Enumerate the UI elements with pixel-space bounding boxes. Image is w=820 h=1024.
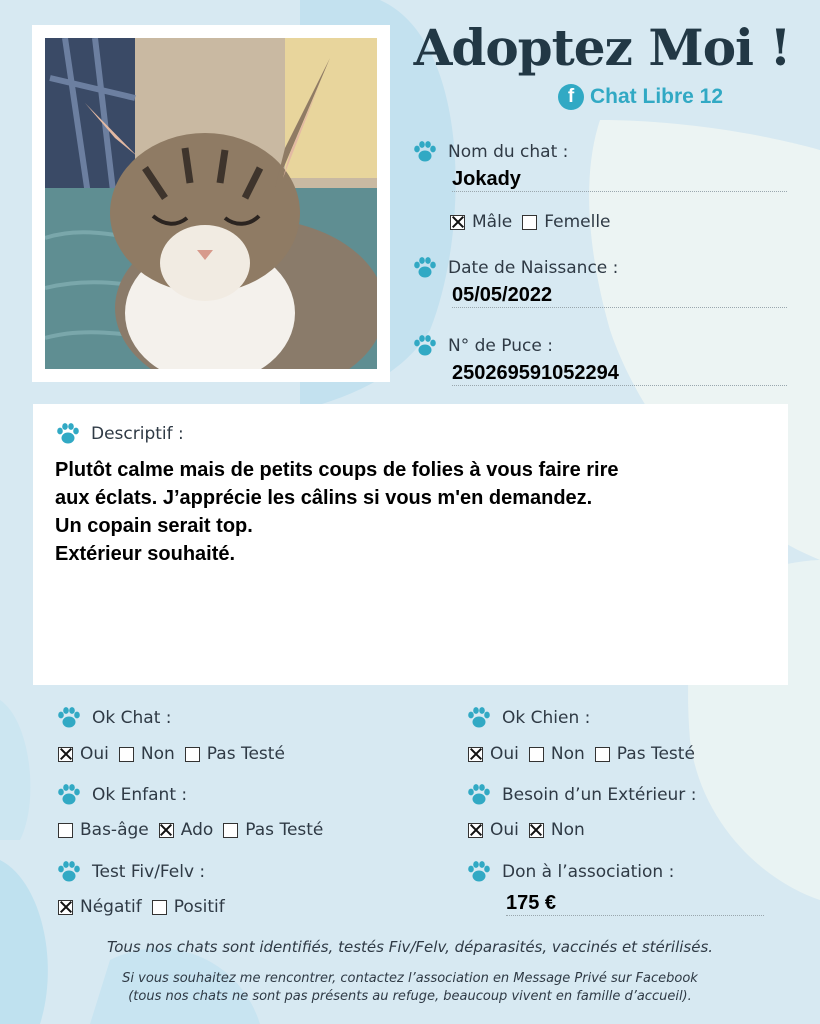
exterieur-oui[interactable] bbox=[468, 820, 519, 840]
option-label: Oui bbox=[490, 744, 519, 764]
checkbox[interactable] bbox=[529, 823, 544, 838]
paw-icon bbox=[412, 140, 438, 164]
description-label: Descriptif : bbox=[91, 424, 184, 444]
paw-icon bbox=[56, 860, 82, 884]
brand-name: Chat Libre 12 bbox=[590, 85, 724, 108]
birth-label-row bbox=[412, 256, 618, 280]
ok-chien-label: Ok Chien : bbox=[502, 708, 591, 728]
exterieur-options bbox=[468, 820, 595, 840]
fiv-positif[interactable] bbox=[152, 897, 225, 917]
fiv-label: Test Fiv/Felv : bbox=[92, 862, 206, 882]
option-label: Pas Testé bbox=[245, 820, 324, 840]
ok-chat-non[interactable] bbox=[119, 744, 175, 764]
ok-chat-oui[interactable] bbox=[58, 744, 109, 764]
cat-name: Jokady bbox=[452, 168, 787, 192]
checkbox-male[interactable] bbox=[450, 215, 465, 230]
don-label-row bbox=[466, 860, 674, 884]
option-female-label: Femelle bbox=[544, 212, 611, 232]
checkbox[interactable] bbox=[152, 900, 167, 915]
option-label: Oui bbox=[80, 744, 109, 764]
checkbox[interactable] bbox=[468, 747, 483, 762]
ok-enfant-label: Ok Enfant : bbox=[92, 785, 188, 805]
chip-number: 250269591052294 bbox=[452, 362, 787, 386]
facebook-icon: f bbox=[558, 84, 584, 110]
name-label: Nom du chat : bbox=[448, 142, 569, 162]
birth-label: Date de Naissance : bbox=[448, 258, 619, 278]
ok-chat-label-row bbox=[56, 706, 172, 730]
option-label: Négatif bbox=[80, 897, 142, 917]
option-label: Pas Testé bbox=[616, 744, 695, 764]
photo-frame bbox=[32, 25, 390, 382]
checkbox[interactable] bbox=[223, 823, 238, 838]
chip-label-row bbox=[412, 334, 553, 358]
ok-chat-pas-teste[interactable] bbox=[185, 744, 285, 764]
description-line: Extérieur souhaité. bbox=[55, 543, 236, 565]
description-line: aux éclats. J’apprécie les câlins si vous m'en demandez. bbox=[55, 487, 593, 509]
paw-icon bbox=[412, 256, 438, 280]
option-male-label: Mâle bbox=[472, 212, 513, 232]
option-label: Positif bbox=[173, 897, 225, 917]
footer-contact-line: (tous nos chats ne sont pas présents au refuge, beaucoup vivent en famille d’accueil). bbox=[128, 989, 692, 1004]
paw-icon bbox=[466, 706, 492, 730]
fiv-negatif[interactable] bbox=[58, 897, 142, 917]
ok-chat-label: Ok Chat : bbox=[92, 708, 172, 728]
ok-enfant-pas-teste[interactable] bbox=[223, 820, 323, 840]
footer-contact-line: Si vous souhaitez me rencontrer, contactez l’association en Message Privé sur Facebook bbox=[122, 971, 698, 986]
paw-icon bbox=[466, 860, 492, 884]
ok-chat-options bbox=[58, 744, 295, 764]
ok-chien-oui[interactable] bbox=[468, 744, 519, 764]
option-male[interactable] bbox=[450, 212, 512, 232]
ok-chien-non[interactable] bbox=[529, 744, 585, 764]
option-female[interactable] bbox=[522, 212, 610, 232]
footer-contact bbox=[0, 970, 820, 1006]
ok-chien-pas-teste[interactable] bbox=[595, 744, 695, 764]
brand-link[interactable] bbox=[558, 84, 723, 110]
checkbox[interactable] bbox=[595, 747, 610, 762]
checkbox[interactable] bbox=[58, 823, 73, 838]
don-label: Don à l’association : bbox=[502, 862, 675, 882]
option-label: Ado bbox=[180, 820, 214, 840]
option-label: Pas Testé bbox=[206, 744, 285, 764]
description-box bbox=[33, 404, 788, 685]
description-text bbox=[55, 456, 775, 568]
option-label: Non bbox=[550, 744, 585, 764]
ok-enfant-bas-age[interactable] bbox=[58, 820, 149, 840]
option-label: Oui bbox=[490, 820, 519, 840]
ok-chien-label-row bbox=[466, 706, 590, 730]
checkbox[interactable] bbox=[58, 747, 73, 762]
exterieur-label-row bbox=[466, 783, 696, 807]
sex-options bbox=[450, 212, 621, 232]
description-label-row bbox=[55, 422, 184, 446]
checkbox-female[interactable] bbox=[522, 215, 537, 230]
ok-enfant-options bbox=[58, 820, 333, 840]
chip-label: N° de Puce : bbox=[448, 336, 553, 356]
description-line: Plutôt calme mais de petits coups de folies à vous faire rire bbox=[55, 459, 619, 481]
don-amount: 175 € bbox=[506, 892, 764, 916]
checkbox[interactable] bbox=[185, 747, 200, 762]
option-label: Non bbox=[550, 820, 585, 840]
exterieur-label: Besoin d’un Extérieur : bbox=[502, 785, 697, 805]
checkbox[interactable] bbox=[159, 823, 174, 838]
cat-photo bbox=[45, 38, 377, 369]
birth-date: 05/05/2022 bbox=[452, 284, 787, 308]
checkbox[interactable] bbox=[119, 747, 134, 762]
option-label: Bas-âge bbox=[80, 820, 149, 840]
fiv-label-row bbox=[56, 860, 205, 884]
checkbox[interactable] bbox=[58, 900, 73, 915]
paw-icon bbox=[466, 783, 492, 807]
checkbox[interactable] bbox=[529, 747, 544, 762]
paw-icon bbox=[56, 783, 82, 807]
ok-chien-options bbox=[468, 744, 705, 764]
description-line: Un copain serait top. bbox=[55, 515, 253, 537]
fiv-options bbox=[58, 897, 235, 917]
ok-enfant-ado[interactable] bbox=[159, 820, 214, 840]
paw-icon bbox=[412, 334, 438, 358]
page-title: Adoptez Moi ! bbox=[413, 18, 791, 77]
checkbox[interactable] bbox=[468, 823, 483, 838]
exterieur-non[interactable] bbox=[529, 820, 585, 840]
ok-enfant-label-row bbox=[56, 783, 187, 807]
paw-icon bbox=[55, 422, 81, 446]
footer-note: Tous nos chats sont identifiés, testés Fiv/Felv, déparasités, vaccinés et stérilisés. bbox=[106, 938, 714, 956]
name-label-row bbox=[412, 140, 568, 164]
option-label: Non bbox=[140, 744, 175, 764]
paw-icon bbox=[56, 706, 82, 730]
